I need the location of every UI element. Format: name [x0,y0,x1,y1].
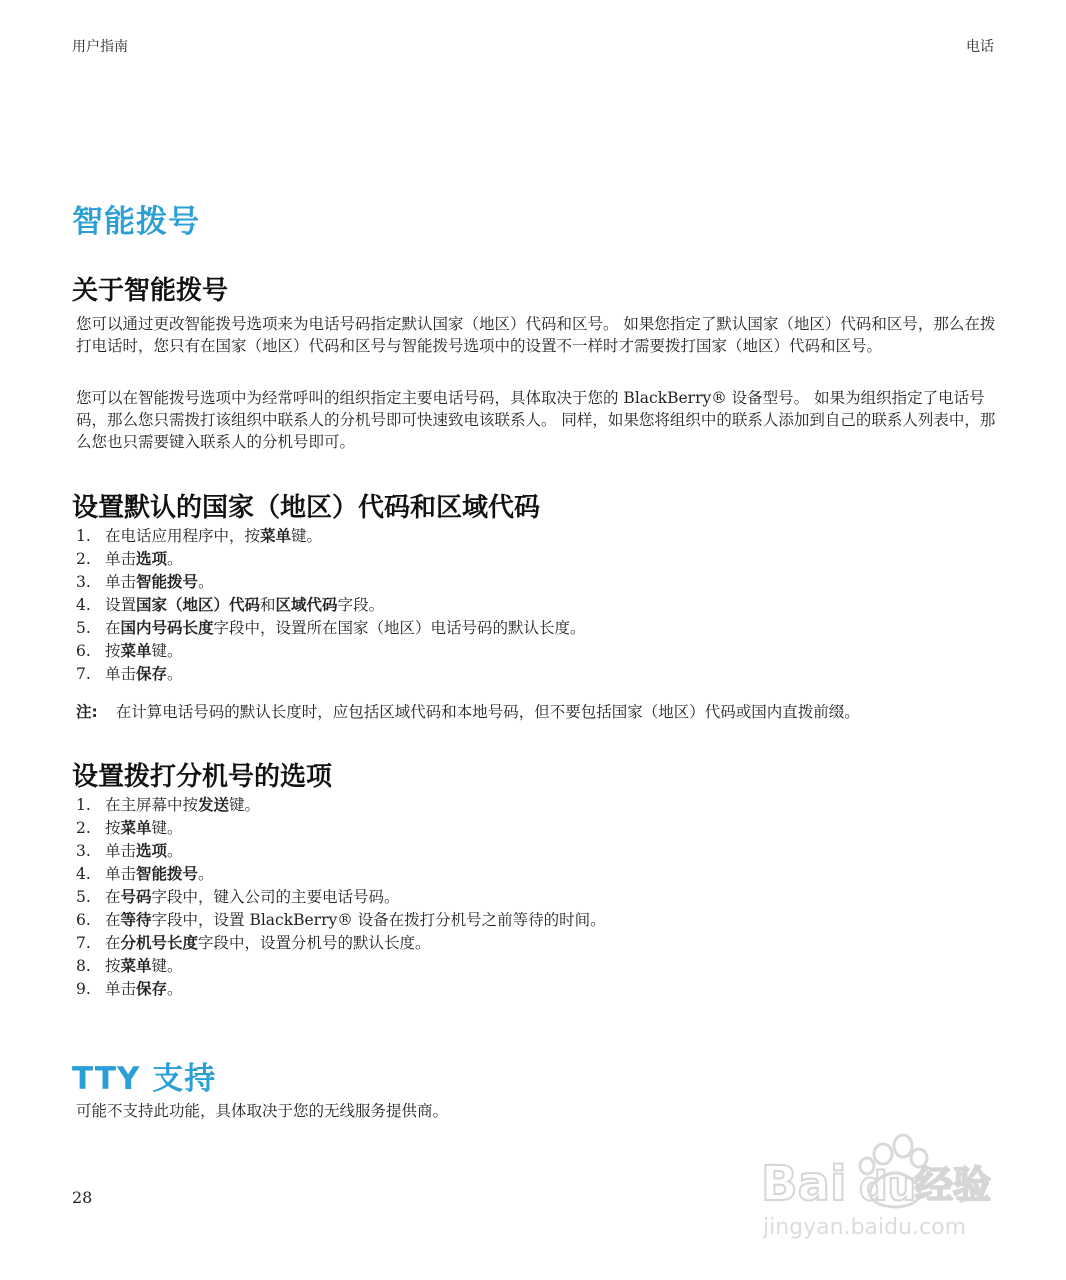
ui-label: 分机号长度 [120,934,199,952]
ui-label: 菜单 [120,642,152,660]
step-number: 3. [76,573,91,591]
step-text: 键。 [151,642,183,660]
step-number: 6. [76,642,91,660]
step-number: 5. [76,619,91,637]
step-number: 8. [76,957,91,975]
ui-label: 区域代码 [275,596,338,614]
step-1 [76,525,586,548]
step-number: 3. [76,842,91,860]
step-2 [76,548,586,571]
watermark-url: jingyan.baidu.com [763,1215,967,1240]
step-5 [76,886,606,909]
step-number: 7. [76,665,91,683]
step-text: 字段。 [337,596,385,614]
step-text: 字段中，设置 BlackBerry® 设备在拨打分机号之前等待的时间。 [151,911,606,929]
ui-label: 等待 [120,911,152,929]
ui-label: 国家（地区）代码 [136,596,261,614]
step-9 [76,978,606,1001]
step-number: 9. [76,980,91,998]
note-label: 注: [76,703,98,721]
svg-text:经验: 经验 [915,1163,992,1207]
step-text: 在 [105,934,121,952]
step-number: 7. [76,934,91,952]
section-title-tty: TTY 支持 [72,1061,217,1097]
step-text: 。 [167,550,183,568]
step-text: 键。 [229,796,261,814]
step-text: 。 [198,573,214,591]
step-text: 按 [105,819,121,837]
step-text: 字段中，键入公司的主要电话号码。 [151,888,400,906]
ui-label: 国内号码长度 [120,619,214,637]
step-number: 5. [76,888,91,906]
ui-label: 智能拨号 [136,573,199,591]
step-number: 4. [76,596,91,614]
step-text: 按 [105,642,121,660]
ui-label: 保存 [136,665,168,683]
step-text: 。 [167,665,183,683]
ui-label: 菜单 [260,527,292,545]
header-chapter: 电话 [966,39,994,55]
step-text: 键。 [291,527,323,545]
note [76,700,860,722]
step-2 [76,817,606,840]
step-text: 单击 [105,842,137,860]
step-text: 单击 [105,573,137,591]
step-1 [76,794,606,817]
steps-default-codes [76,525,586,686]
svg-text:Bai: Bai [761,1156,847,1212]
step-7 [76,932,606,955]
step-3 [76,571,586,594]
step-text: 单击 [105,865,137,883]
step-text: 在主屏幕中按 [105,796,199,814]
paragraph-about-1: 您可以通过更改智能拨号选项来为电话号码指定默认国家（地区）代码和区号。 如果您指定了默认国家（地区）代码和区号，那么在拨打电话时，您只有在国家（地区）代码和区号与智能拨号选项中的设置不一样时才需要拨打国家（地区）代码和区号。 [76,315,996,355]
step-5 [76,617,586,640]
paragraph-about-2: 您可以在智能拨号选项中为经常呼叫的组织指定主要电话号码，具体取决于您的 BlackBerry® 设备型号。 如果为组织指定了电话号码，那么您只需拨打该组织中联系人的分机号即可快速致电该联系人。 同样，如果您将组织中的联系人添加到自己的联系人列表中，那么您也只需要键入联系人的分机号即可。 [76,389,996,451]
step-number: 4. [76,865,91,883]
step-text: 按 [105,957,121,975]
step-text: 单击 [105,665,137,683]
step-6 [76,640,586,663]
step-3 [76,840,606,863]
step-text: 在 [105,888,121,906]
ui-label: 菜单 [120,819,152,837]
paragraph-tty: 可能不支持此功能，具体取决于您的无线服务提供商。 [76,1102,449,1120]
step-number: 2. [76,550,91,568]
ui-label: 保存 [136,980,168,998]
step-text: 字段中，设置分机号的默认长度。 [198,934,431,952]
step-number: 1. [76,527,91,545]
step-7 [76,663,586,686]
step-text: 键。 [151,819,183,837]
baidu-watermark-logo [755,1118,1005,1243]
page-number: 28 [72,1188,93,1207]
section-title-smart-dialing: 智能拨号 [72,204,200,240]
ui-label: 选项 [136,842,168,860]
step-text: 字段中，设置所在国家（地区）电话号码的默认长度。 [213,619,586,637]
heading-default-codes: 设置默认的国家（地区）代码和区域代码 [72,493,541,523]
step-4 [76,863,606,886]
step-text: 在 [105,619,121,637]
step-4 [76,594,586,617]
heading-extension-options: 设置拨打分机号的选项 [72,762,333,792]
header-doc-title: 用户指南 [72,39,128,55]
svg-text:du: du [859,1164,917,1210]
step-text: 在 [105,911,121,929]
steps-extension [76,794,606,1001]
step-text: 和 [260,596,276,614]
step-text: 。 [167,980,183,998]
ui-label: 智能拨号 [136,865,199,883]
step-text: 键。 [151,957,183,975]
heading-about-smart-dialing: 关于智能拨号 [72,276,229,306]
ui-label: 选项 [136,550,168,568]
step-text: 单击 [105,980,137,998]
step-text: 设置 [105,596,137,614]
step-text: 。 [198,865,214,883]
step-number: 1. [76,796,91,814]
step-8 [76,955,606,978]
ui-label: 发送 [198,796,230,814]
step-text: 单击 [105,550,137,568]
step-number: 2. [76,819,91,837]
step-text: 。 [167,842,183,860]
step-text: 在电话应用程序中，按 [105,527,261,545]
ui-label: 菜单 [120,957,152,975]
note-text: 在计算电话号码的默认长度时，应包括区域代码和本地号码，但不要包括国家（地区）代码或国内直拨前缀。 [115,703,860,721]
step-6 [76,909,606,932]
ui-label: 号码 [120,888,152,906]
step-number: 6. [76,911,91,929]
